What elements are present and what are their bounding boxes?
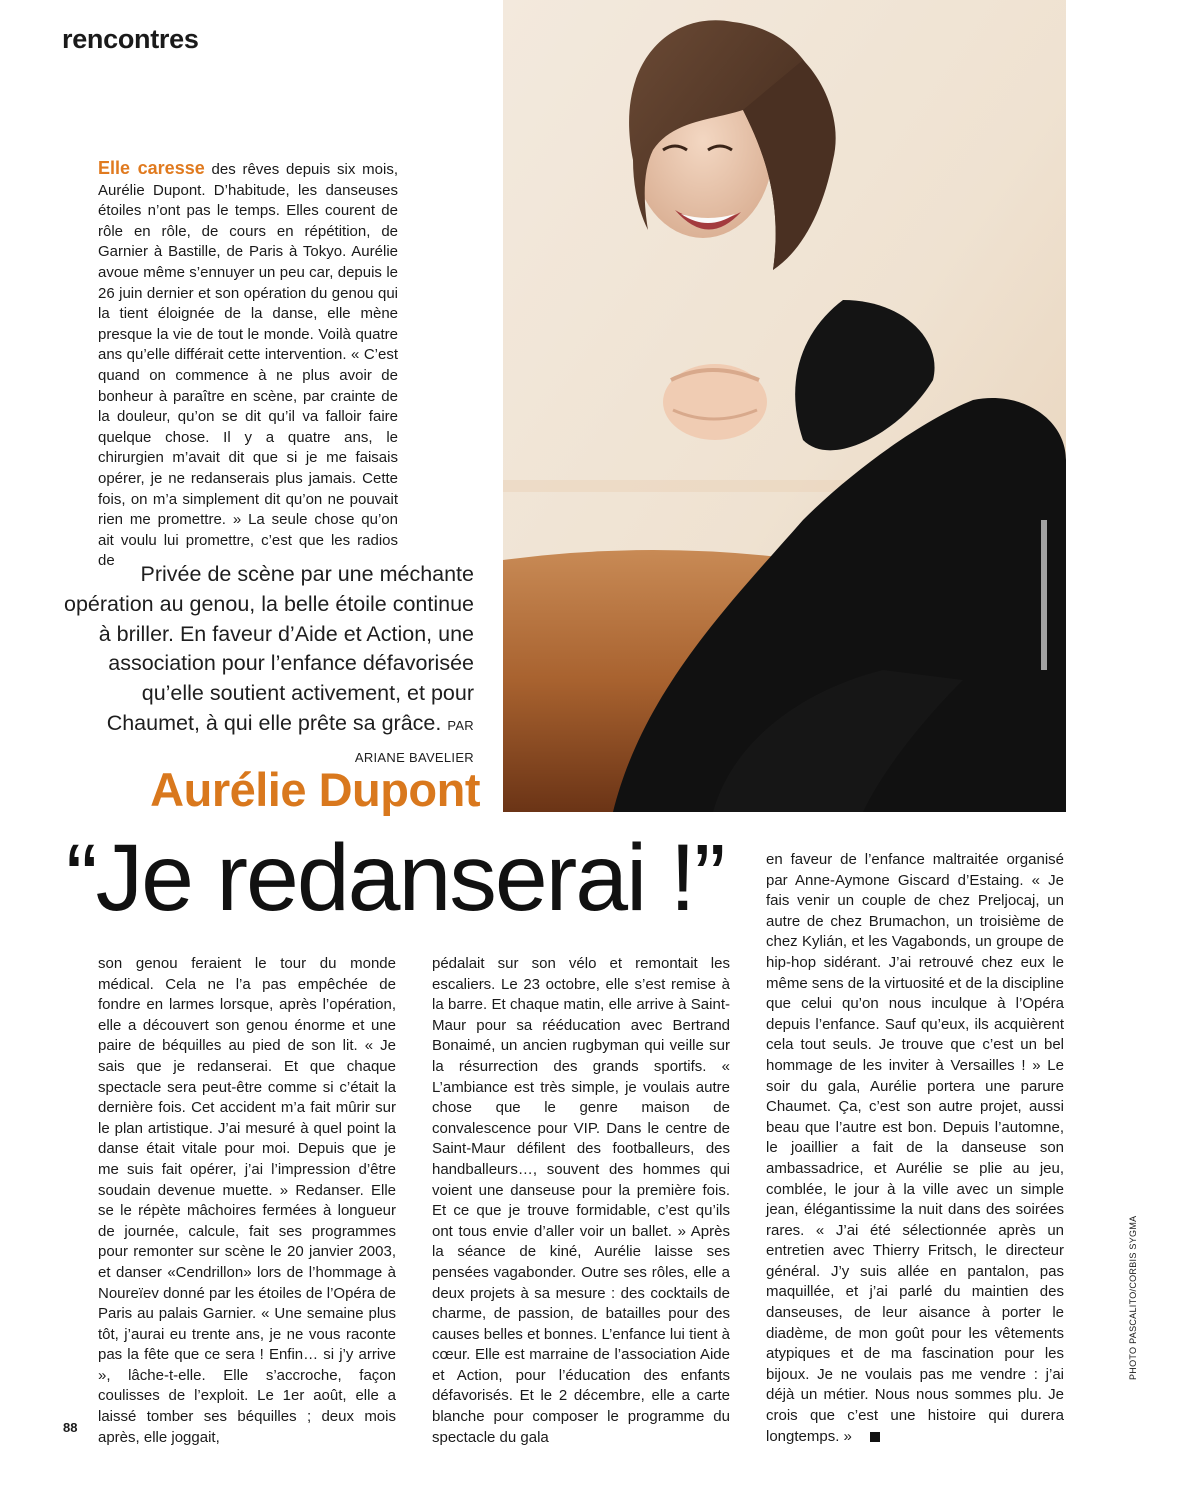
article-column-3-text: en faveur de l’enfance maltraitée organisé par Anne-Aymone Giscard d’Estaing. « Je fais venir un couple de chez Preljocaj, un autre de chez Brumachon, un troisième de chez Kylián, et les Vagabonds, un groupe de hip-hop sidérant. J’ai retrouvé chez eux le même sens de la virtuosité et de la discipline que celui qu’on nous inculque à l’Opéra depuis l’enfance. Sauf qu’eux, ils acquièrent cela tout seuls. Je trouve que c’est un bel hommage de les inviter à Versailles ! » Le soir du gala, Aurélie portera une parure Chaumet. Ça, c’est son autre projet, aussi beau que l’autre est bon. Depuis l’automne, le joaillier a fait de la danseuse son ambassadrice, et Aurélie se plie au jeu, comblée, le jour à la ville avec un simple jean, élégantissime la nuit dans des soirées rares. « J’ai été sélectionnée après un entretien avec Thierry Fritsch, le directeur général. J’y suis allée en pantalon, pas maquillée, et j’ai parlé du maintien des danseuses, de leur aisance à porter le diadème, de mon goût pour les vêtements atypiques et de ma fascination pour les bijoux. Je ne voulais pas me vendre : j’ai déjà un métier. Nous nous sommes plu. Je crois que c’est une histoire qui durera longtemps. »	[766, 851, 1064, 1445]
subject-name: Aurélie Dupont	[150, 763, 480, 816]
standfirst	[62, 560, 474, 773]
headline-quote: “Je redanserai !”	[66, 825, 724, 931]
byline: PAR ARIANE BAVELIER	[354, 717, 474, 765]
section-label: rencontres	[62, 24, 199, 54]
page-number: 88	[63, 1420, 78, 1435]
article-column-3	[766, 850, 1064, 1447]
portrait-photo	[503, 0, 1066, 812]
article-column-1: son genou feraient le tour du monde médical. Cela ne l’a pas empêchée de fondre en larmes lorsque, après l’opération, elle a découvert son genou énorme et une paire de béquilles au pied de son lit. « Je sais que je redanserai. Et que chaque spectacle sera peut-être comme si c’était la dernière fois. Cet accident m’a fait mûrir sur le plan artistique. J’ai mesuré à quel point la danse était vitale pour moi. Depuis que je me suis fait opérer, j’ai l’impression d’être soudain devenue muette. » Redanser. Elle se le répète mâchoires fermées à longueur de journée, calcule, fait ses programmes pour remonter sur scène le 20 janvier 2003, et danser «Cendrillon» lors de l’hommage à Noureïev donné par les étoiles de l’Opéra de Paris au palais Garnier. « Une semaine plus tôt, j’aurai eu trente ans, je ne vous raconte pas la fête que ce sera ! Enfin… si j’y arrive », lâche-t-elle. Elle s’accroche, façon coulisses de l’exploit. Le 1er août, elle a laissé tomber ses béquilles ; deux mois après, elle joggait,	[98, 955, 396, 1446]
article-column-2: pédalait sur son vélo et remontait les escaliers. Le 23 octobre, elle s’est remise à la barre. Et chaque matin, elle arrive à Saint-Maur pour sa rééducation avec Bertrand Bonaimé, un ancien rugbyman qui veille sur la résurrection des grands sportifs. « L’ambiance est très simple, je voulais autre chose que le genre maison de convalescence pour VIP. Dans le centre de Saint-Maur défilent des footballeurs, des handballeurs…, souvent des hommes qui voient une danseuse pour la première fois. Et ce que je trouve formidable, c’est qu’ils ont tous envie d’aller voir un ballet. » Après la séance de kiné, Aurélie laisse ses pensées vagabonder. Outre ses rôles, elle a deux projets à sa mesure : des cocktails de charme, de passion, de batailles pour des causes belles et bonnes. L’enfance lui tient à cœur. Elle est marraine de l’association Aide et Action, pour l’éducation des enfants défavorisés. Et le 2 décembre, elle a carte blanche pour composer le programme du spectacle du gala	[432, 955, 730, 1446]
intro-paragraph	[98, 158, 398, 572]
end-mark-icon	[870, 1432, 880, 1442]
intro-lead: Elle caresse	[98, 158, 205, 178]
intro-text: des rêves depuis six mois, Aurélie Dupont. D’habitude, les danseuses étoiles n’ont pas le temps. Elles courent de rôle en rôle, de cours en répétition, de Garnier à Bastille, de Paris à Tokyo. Aurélie avoue même s’ennuyer un peu car, depuis le 26 juin dernier et son opération du genou qui la tient éloignée de la danse, elle mène presque la vie de tout le monde. Voilà quatre ans qu’elle différait cette intervention. « C’est quand on commence à ne plus avoir de bonheur à paraître en scène, par crainte de la douleur, qu’on se dit qu’il va falloir faire quelque chose. Il y a quatre ans, le chirurgien m’avait dit que si je me faisais opérer, je ne redanserais plus jamais. Cette fois, on m’a simplement dit qu’on ne pouvait rien me promettre. » La seule chose qu’on ait voulu lui promettre, c’est que les radios de	[98, 161, 398, 570]
photo-credit: PHOTO PASCALITO/CORBIS SYGMA	[1128, 1215, 1138, 1380]
standfirst-text: Privée de scène par une méchante opération au genou, la belle étoile continue à briller. En faveur d’Aide et Action, une association pour l’enfance défavorisée qu’elle soutient activement, et pour Chaumet, à qui elle prête sa grâce.	[63, 562, 474, 735]
